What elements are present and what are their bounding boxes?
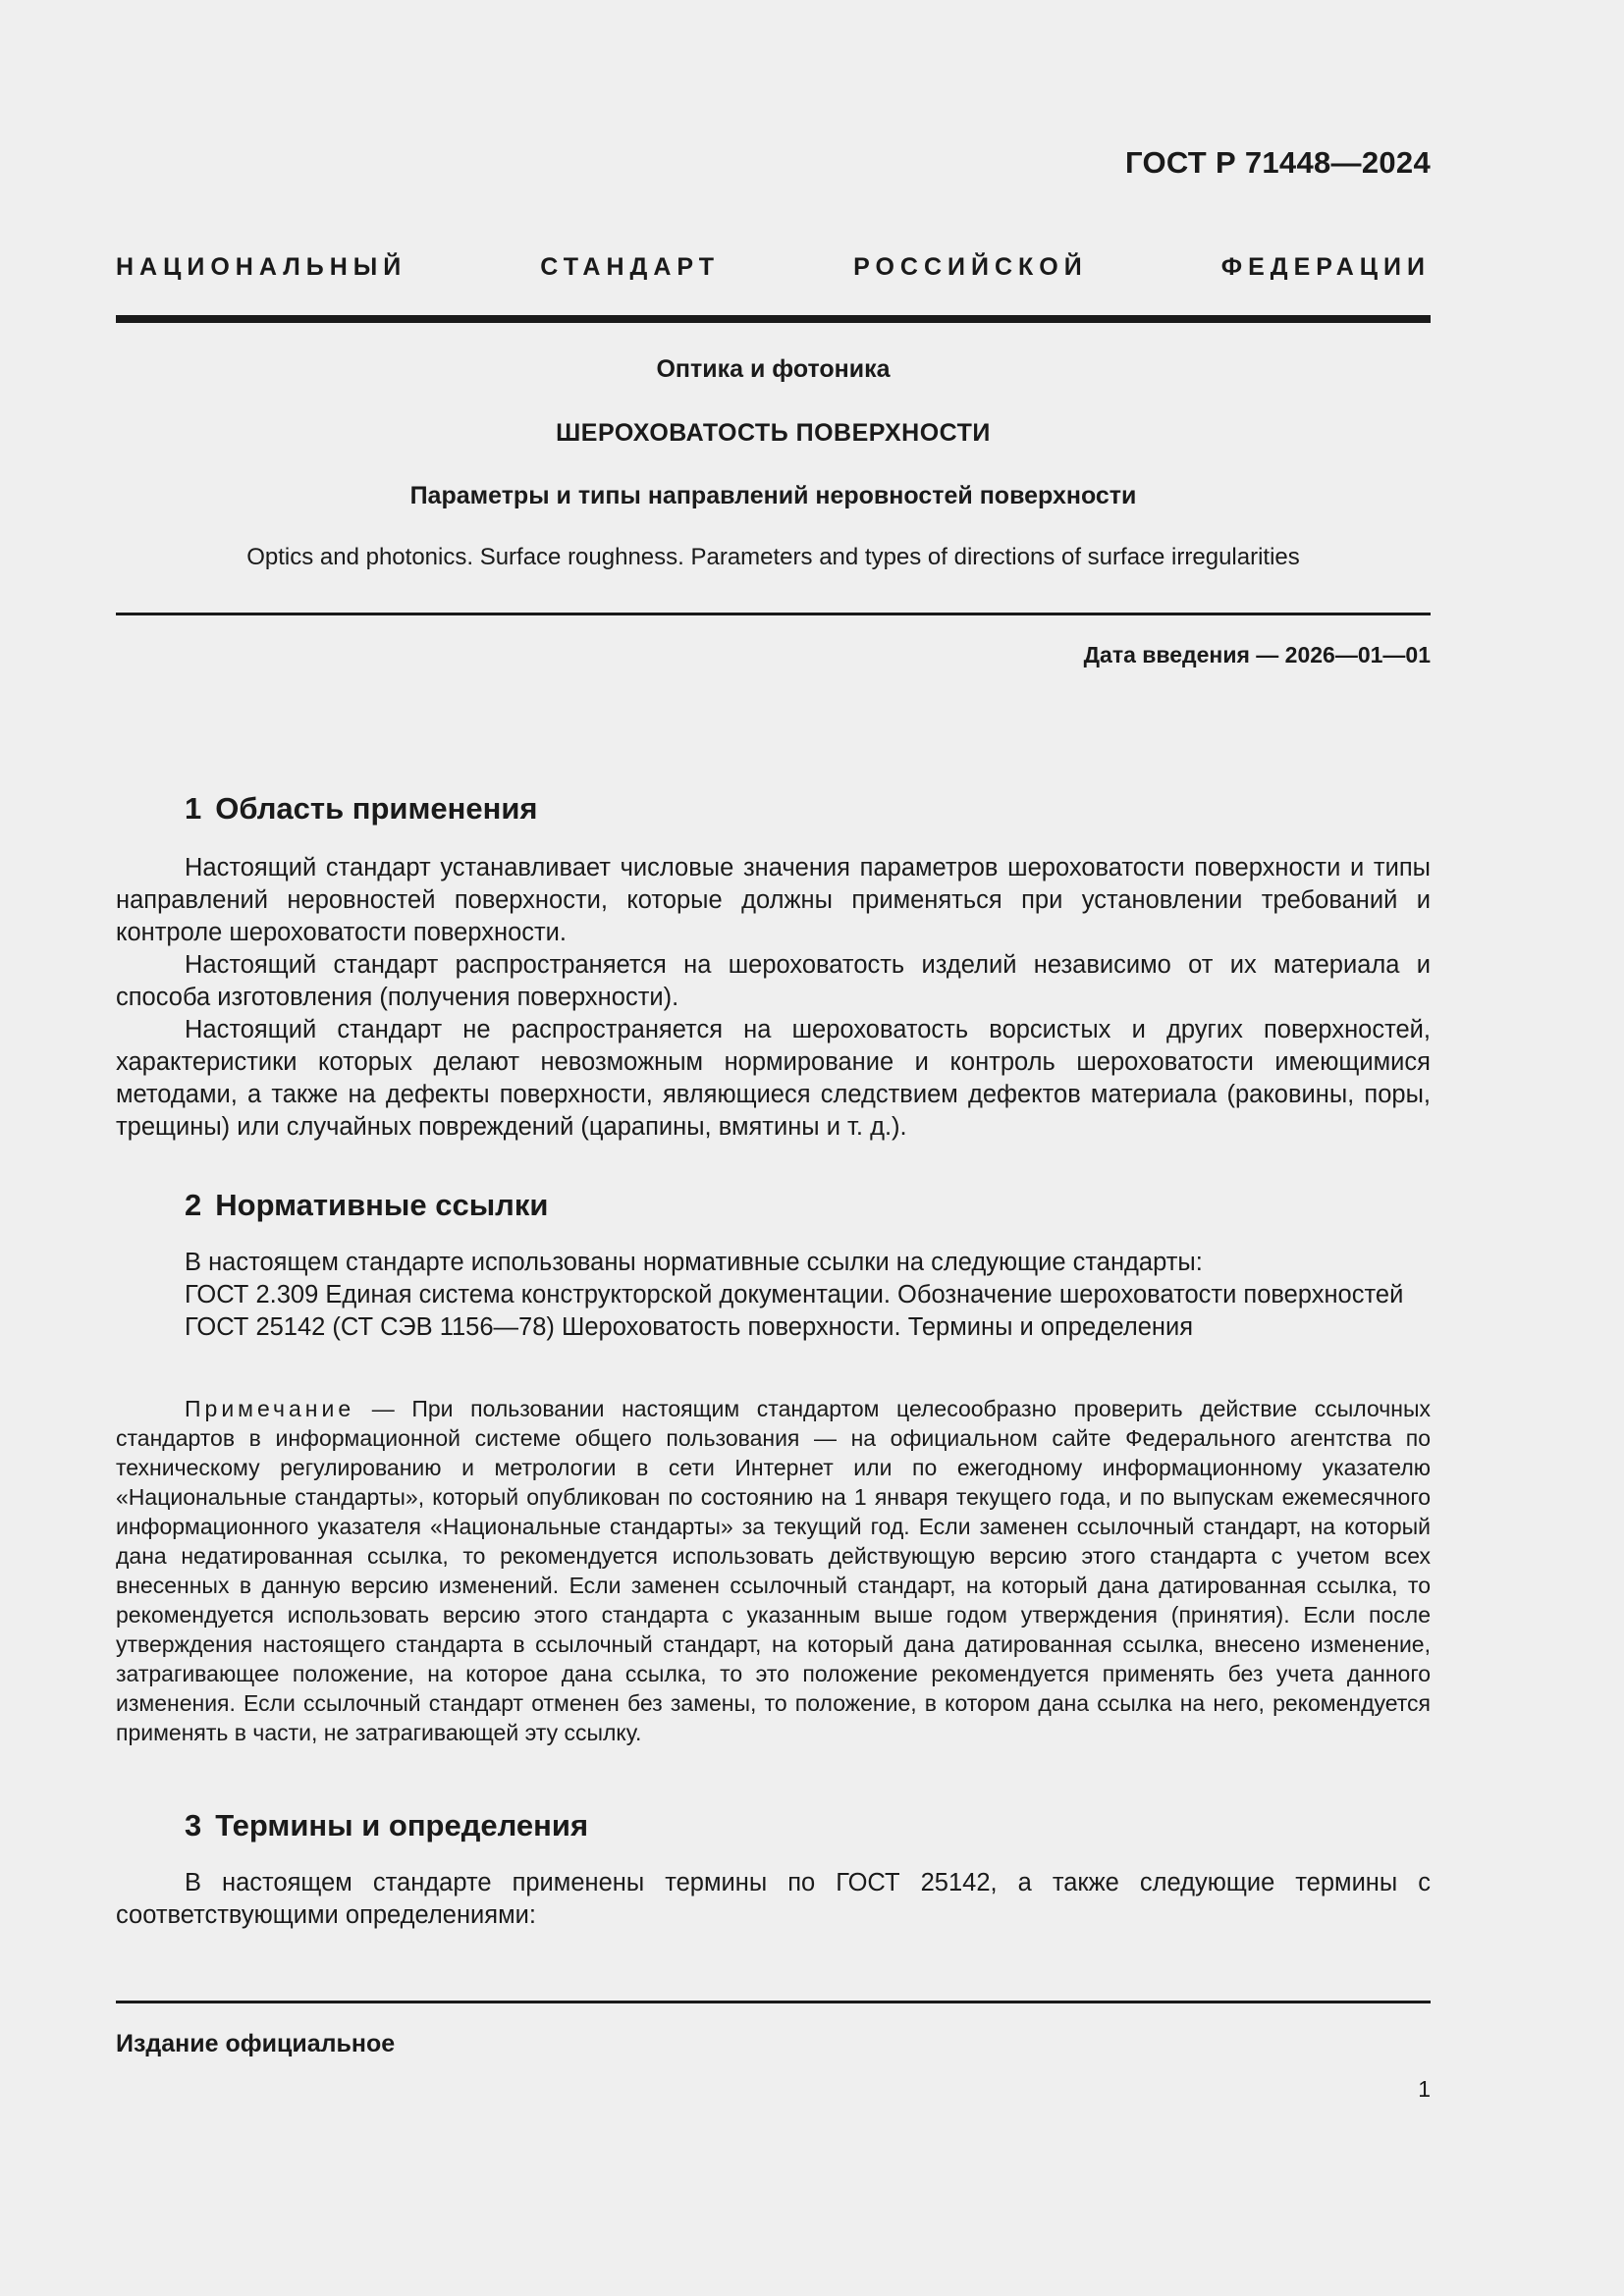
paragraph: Настоящий стандарт не распространяется на шероховатость ворсистых и других поверхностей, характеристики которых делают невозможным нормирование и контроль шероховатости имеющимися методами, а также на дефекты поверхности, являющиеся следствием дефектов материала (раковины, поры, трещины) или случайных повреждений (царапины, вмятины и т. д.). — [116, 1016, 1431, 1141]
paragraph: В настоящем стандарте использованы нормативные ссылки на следующие стандарты: — [185, 1249, 1203, 1276]
page-number: 1 — [1418, 2076, 1431, 2102]
note-label: Примечание — [185, 1396, 355, 1421]
english-title: Optics and photonics. Surface roughness. Parameters and types of directions of surface irregularities — [246, 544, 1300, 570]
title-rule — [116, 613, 1431, 615]
footer-rule — [116, 2001, 1431, 2003]
section-2-heading — [185, 1188, 548, 1223]
paragraph: Настоящий стандарт устанавливает числовые значения параметров шероховатости поверхности и типы направлений неровностей поверхности, которые должны применяться при установлении требований и контроле шероховатости поверхности. — [116, 854, 1431, 946]
section-2-number: 2 — [185, 1188, 202, 1222]
reference-item: ГОСТ 2.309 Единая система конструкторской документации. Обозначение шероховатости поверхностей — [185, 1281, 1404, 1308]
document-subtitle: Параметры и типы направлений неровностей поверхности — [409, 482, 1137, 509]
subject-group: Оптика и фотоника — [656, 355, 891, 383]
introduction-date: Дата введения — 2026—01—01 — [1083, 642, 1431, 667]
national-standard-title: НАЦИОНАЛЬНЫЙ СТАНДАРТ РОССИЙСКОЙ ФЕДЕРАЦИИ — [116, 253, 1431, 281]
standard-code: ГОСТ Р 71448—2024 — [1125, 145, 1431, 180]
section-1-heading — [185, 791, 538, 827]
note — [116, 1394, 1431, 1747]
paragraph: Настоящий стандарт распространяется на шероховатость изделий независимо от их материала и способа изготовления (получения поверхности). — [116, 951, 1431, 1011]
section-3-heading — [185, 1808, 588, 1843]
section-2-body — [116, 1247, 1431, 1344]
reference-item: ГОСТ 25142 (СТ СЭВ 1156—78) Шероховатость поверхности. Термины и определения — [185, 1313, 1194, 1341]
section-2-title: Нормативные ссылки — [215, 1188, 549, 1222]
section-1-title: Область применения — [215, 791, 538, 826]
section-1-number: 1 — [185, 791, 202, 826]
section-3-number: 3 — [185, 1808, 202, 1842]
header-rule — [116, 315, 1431, 323]
paragraph: В настоящем стандарте применены термины по ГОСТ 25142, а также следующие термины с соответствующими определениями: — [116, 1869, 1431, 1929]
section-1-body — [116, 852, 1431, 1144]
section-3-title: Термины и определения — [215, 1808, 589, 1842]
edition-label: Издание официальное — [116, 2030, 396, 2057]
section-3-body — [116, 1867, 1431, 1932]
document-title: ШЕРОХОВАТОСТЬ ПОВЕРХНОСТИ — [556, 419, 991, 447]
note-body: — При пользовании настоящим стандартом целесообразно проверить действие ссылочных стандартов в информационной системе общего пользования — на официальном сайте Федерального агентства по техническому регулированию и метрологии в сети Интернет или по ежегодному информационному указателю «Национальные стандарты», который опубликован по состоянию на 1 января текущего года, и по выпускам ежемесячного информационного указателя «Национальные стандарты» за текущий год. Если заменен ссылочный стандарт, на который дана недатированная ссылка, то рекомендуется использовать действующую версию этого стандарта с учетом всех внесенных в данную версию изменений. Если заменен ссылочный стандарт, на который дана датированная ссылка, то рекомендуется использовать версию этого стандарта с указанным выше годом утверждения (принятия). Если после утверждения настоящего стандарта в ссылочный стандарт, на который дана датированная ссылка, внесено изменение, затрагивающее положение, на которое дана ссылка, то это положение рекомендуется применять без учета данного изменения. Если ссылочный стандарт отменен без замены, то положение, в котором дана ссылка на него, рекомендуется применять в части, не затрагивающей эту ссылку. — [116, 1396, 1431, 1745]
